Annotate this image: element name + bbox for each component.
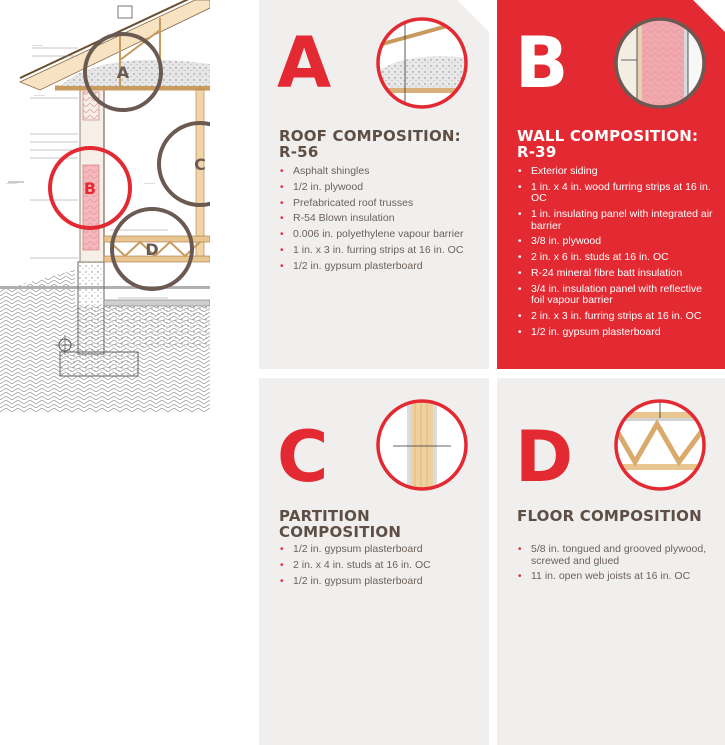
marker-label-c: C xyxy=(194,155,206,174)
layer-item: • 11 in. open web joists at 16 in. OC xyxy=(517,571,717,583)
roof-detail-icon xyxy=(375,16,469,110)
card-partition xyxy=(259,378,489,745)
card-letter: D xyxy=(515,416,574,498)
wall-layers-list xyxy=(517,166,717,343)
layer-item: • Asphalt shingles xyxy=(279,166,479,178)
card-title: FLOOR COMPOSITION xyxy=(517,507,702,525)
layer-item: • 1/2 in. gypsum plasterboard xyxy=(279,576,479,588)
svg-text:———: ——— xyxy=(144,181,155,185)
card-title: ROOF COMPOSITION: R-56 xyxy=(279,127,461,161)
layer-item: • 1/2 in. gypsum plasterboard xyxy=(279,544,479,556)
layer-item: • 2 in. x 3 in. furring strips at 16 in. OC xyxy=(517,311,717,323)
svg-text:———: ——— xyxy=(6,181,17,185)
card-title: WALL COMPOSITION: R-39 xyxy=(517,127,699,161)
layer-item: • R-54 Blown insulation xyxy=(279,213,479,225)
marker-label-a: A xyxy=(116,63,130,82)
layer-item: • Exterior siding xyxy=(517,166,717,178)
layer-item: • 1/2 in. gypsum plasterboard xyxy=(517,327,717,339)
card-letter: A xyxy=(277,22,332,104)
card-floor xyxy=(497,378,725,745)
svg-text:———: ——— xyxy=(32,43,43,47)
layer-item: • 1/2 in. gypsum plasterboard xyxy=(279,261,479,273)
floor-detail-icon xyxy=(613,398,707,492)
layer-item: • 2 in. x 4 in. studs at 16 in. OC xyxy=(279,560,479,572)
layer-item: • 1/2 in. plywood xyxy=(279,182,479,194)
layer-item: • Prefabricated roof trusses xyxy=(279,198,479,210)
layer-item: • 1 in. x 3 in. furring strips at 16 in. OC xyxy=(279,245,479,257)
section-drawing xyxy=(0,0,210,412)
roof-layers-list xyxy=(279,166,479,277)
partition-detail-icon xyxy=(375,398,469,492)
layer-item: • 5/8 in. tongued and grooved plywood, screwed and glued xyxy=(517,544,717,567)
wall-detail-icon xyxy=(613,16,707,110)
layer-item: • 3/4 in. insulation panel with reflective foil vapour barrier xyxy=(517,284,717,307)
wall-section-illustration xyxy=(0,0,210,412)
card-letter: C xyxy=(277,416,329,498)
marker-label-b: B xyxy=(83,179,97,198)
layer-item: • 1 in. insulating panel with integrated air barrier xyxy=(517,209,717,232)
svg-text:———: ——— xyxy=(34,93,45,97)
card-roof xyxy=(259,0,489,369)
layer-item: • 1 in. x 4 in. wood furring strips at 16 in. OC xyxy=(517,182,717,205)
card-title: PARTITION COMPOSITION xyxy=(279,507,402,541)
layer-item: • 0.006 in. polyethylene vapour barrier xyxy=(279,229,479,241)
layer-item: • R-24 mineral fibre batt insulation xyxy=(517,268,717,280)
card-letter: B xyxy=(515,22,569,104)
marker-label-d: D xyxy=(145,240,159,259)
floor-layers-list xyxy=(517,544,717,587)
layer-item: • 2 in. x 6 in. studs at 16 in. OC xyxy=(517,252,717,264)
layer-item: • 3/8 in. plywood xyxy=(517,236,717,248)
partition-layers-list xyxy=(279,544,479,591)
card-wall xyxy=(497,0,725,369)
